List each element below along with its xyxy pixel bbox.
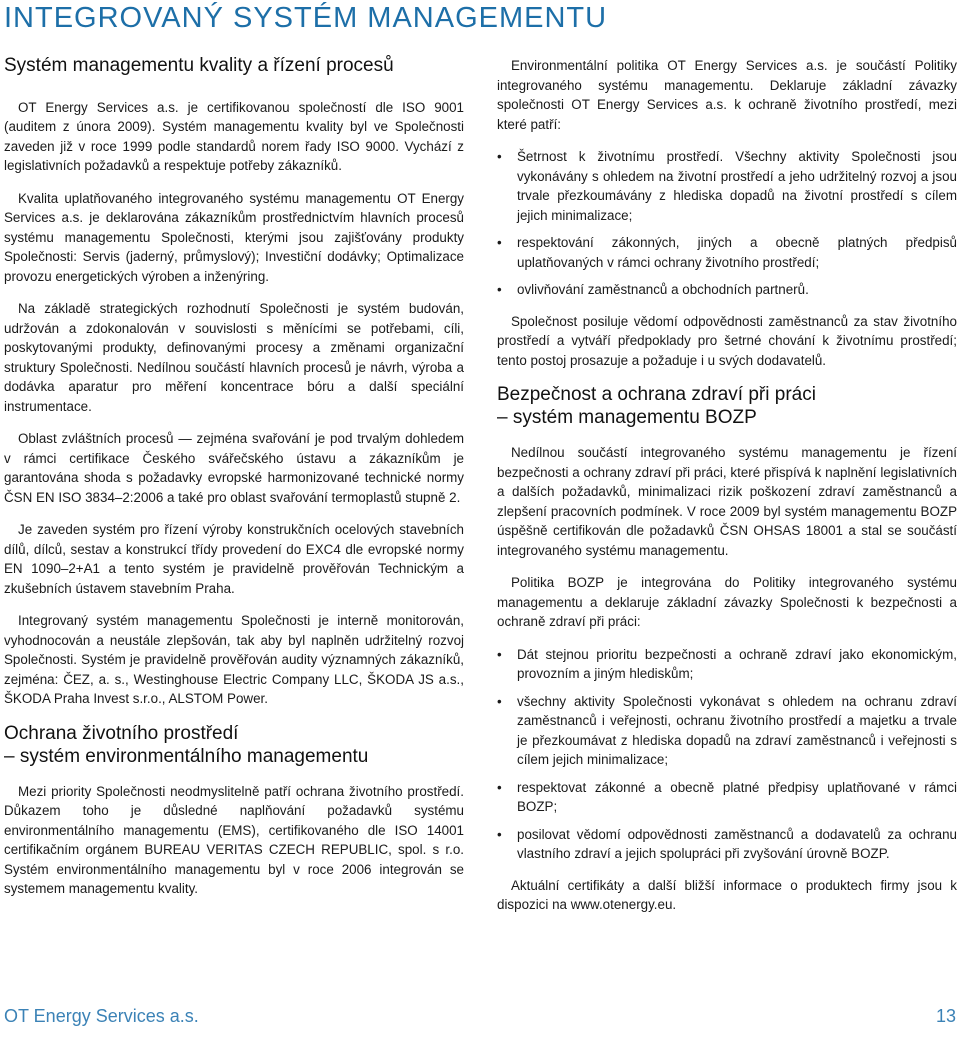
bozp-section-heading bbox=[497, 383, 957, 429]
bullet-icon: • bbox=[497, 282, 502, 297]
bullet-icon: • bbox=[497, 149, 502, 164]
environment-commitments-list bbox=[497, 147, 957, 300]
bozp-paragraph-1: Nedílnou součástí integrovaného systému managementu je řízení bezpečnosti a ochrany zdraví při práci, které přispívá k naplnění legislativních a dalších požadavků, minimalizaci rizik poškození zdraví zaměstnanců a zlepšení pracovních podmínek. V roce 2009 byl systém managementu BOZP úspěšně certifikován dle požadavků ČSN OHSAS 18001 a stal se součástí integrovaného systému managementu. bbox=[497, 445, 957, 558]
left-column bbox=[4, 56, 464, 912]
bozp-heading-line-1: Bezpečnost a ochrana zdraví při práci bbox=[497, 384, 816, 405]
footer-company-name: OT Energy Services a.s. bbox=[4, 1006, 199, 1026]
list-item bbox=[497, 147, 957, 225]
list-item bbox=[497, 692, 957, 770]
quality-paragraph-5: Je zaveden systém pro řízení výroby konstrukčních ocelových stavebních dílů, dílců, sestav a konstrukcí třídy provedení do EXC4 dle evropské normy EN 1090–2+A1 a tento systém je pravidelně prověřován Technickým a zkušebních ústavem stavebním Praha. bbox=[4, 522, 464, 596]
environment-heading-line-2: – systém environmentálního managementu bbox=[4, 745, 369, 767]
list-item bbox=[497, 280, 957, 300]
list-item-text: Dát stejnou prioritu bezpečnosti a ochraně zdraví jako ekonomickým, provozním a jiným hlediskům; bbox=[517, 646, 957, 681]
bozp-heading-line-2: – systém managementu BOZP bbox=[497, 407, 757, 428]
list-item-text: všechny aktivity Společnosti vykonávat s ohledem na ochranu zdraví zaměstnanců i veřejnosti, ochranu životního prostředí a majetku a trvale je přezkoumávat z hlediska dopadů na zdraví zaměstnanců i veřejnosti s cílem jejich minimalizace; bbox=[517, 693, 957, 767]
environment-policy-intro: Environmentální politika OT Energy Services a.s. je součástí Politiky integrovaného systému managementu. Deklaruje základní závazky společnosti OT Energy Services a.s. k ochraně životního prostředí, mezi které patří: bbox=[497, 58, 957, 132]
list-item-text: Šetrnost k životnímu prostředí. Všechny aktivity Společnosti jsou vykonávány s ohledem na životní prostředí a jeho udržitelný rozvoj a jsou trvale přezkoumávány z hlediska dopadů na životní prostředí s cílem jejich minimalizace; bbox=[517, 149, 957, 223]
page-number: 13 bbox=[935, 1006, 956, 1026]
environment-followup-paragraph: Společnost posiluje vědomí odpovědnosti zaměstnanců za stav životního prostředí a vytváří předpoklady pro šetrné chování k životnímu prostředí; tento postoj prosazuje a požaduje i u svých dodavatelů. bbox=[497, 313, 957, 368]
quality-paragraph-6: Integrovaný systém managementu Společnosti je interně monitorován, vyhodnocován a neustále zlepšován, tak aby byl naplněn udržitelný rozvoj Společnosti. Systém je pravidelně prověřován audity významných zákazníků, zejména: ČEZ, a. s., Westinghouse Electric Company LLC, ŠKODA JS a.s., ŠKODA Praha Invest s.r.o., ALSTOM Power. bbox=[4, 613, 464, 706]
list-item-text: respektování zákonných, jiných a obecně platných předpisů uplatňovaných v rámci ochrany životního prostředí; bbox=[517, 235, 957, 270]
bullet-icon: • bbox=[497, 693, 502, 709]
quality-paragraph-3: Na základě strategických rozhodnutí Společnosti je systém budován, udržován a zdokonalován v souvislosti s měnícími se potřebami, cíli, poskytovanými produkty, definovanými procesy a změnami organizační struktury Společnosti. Nedílnou součástí hlavních procesů je návrh, výroba a dodávka aparatur pro měření koncentrace bóru a další speciální instrumentace. bbox=[4, 301, 464, 414]
closing-paragraph: Aktuální certifikáty a další bližší informace o produktech firmy jsou k dispozici na www.otenergy.eu. bbox=[497, 877, 957, 912]
bullet-icon: • bbox=[497, 235, 502, 250]
bozp-paragraph-2: Politika BOZP je integrována do Politiky integrovaného systému managementu a deklaruje základní závazky Společnosti k bezpečnosti a ochraně zdraví při práci: bbox=[497, 575, 957, 629]
bullet-icon: • bbox=[497, 779, 502, 795]
list-item bbox=[497, 778, 957, 817]
list-item-text: posilovat vědomí odpovědnosti zaměstnanců a dodavatelů za ochranu vlastního zdraví a jejich spolupráci při zvyšování úrovně BOZP. bbox=[517, 826, 957, 861]
quality-paragraph-2: Kvalita uplatňovaného integrovaného systému managementu OT Energy Services a.s. je deklarována zákazníkům prostřednictvím hlavních procesů systému managementu Společnosti, kterými jsou zajišťovány produkty Společnosti: Servis (jaderný, průmyslový); Investiční dodávky; Optimalizace provozu energetických výroben a inženýring. bbox=[4, 190, 464, 284]
list-item bbox=[497, 233, 957, 272]
bullet-icon: • bbox=[497, 646, 502, 662]
quality-paragraph-1: OT Energy Services a.s. je certifikovanou společností dle ISO 9001 (auditem z února 2009). Systém managementu kvality byl ve Společnosti zaveden již v roce 1999 podle standardů norem řady ISO 9000. Vychází z legislativních požadavků a respektuje potřeby zákazníků. bbox=[4, 99, 464, 173]
bozp-commitments-list bbox=[497, 645, 957, 864]
right-column bbox=[497, 56, 957, 928]
environment-paragraph: Mezi priority Společnosti neodmyslitelně patří ochrana životního prostředí. Důkazem toho je důsledné naplňování požadavků systému environmentálního managementu (EMS), certifikovaného dle ISO 14001 certifikačním orgánem BUREAU VERITAS CZECH REPUBLIC, spol. s r.o. Systém environmentálního managementu byl v roce 2006 integrován se systemem managementu kvality. bbox=[4, 783, 464, 896]
list-item-text: ovlivňování zaměstnanců a obchodních partnerů. bbox=[517, 282, 809, 297]
bullet-icon: • bbox=[497, 826, 502, 842]
environment-heading-line-1: Ochrana životního prostředí bbox=[4, 722, 239, 744]
list-item-text: respektovat zákonné a obecně platné předpisy uplatňované v rámci BOZP; bbox=[517, 779, 957, 814]
quality-section-heading: Systém managementu kvality a řízení procesů bbox=[4, 55, 394, 76]
list-item bbox=[497, 645, 957, 684]
environment-section-heading bbox=[4, 722, 464, 768]
quality-paragraph-4: Oblast zvláštních procesů — zejména svařování je pod trvalým dohledem v rámci certifikace Českého svářečského ústavu a zákazníkům je garantována shoda s požadavky evropské harmonizované technické normy ČSN EN ISO 3834–2:2006 a také pro oblast svařování termoplastů stupně 2. bbox=[4, 431, 464, 505]
list-item bbox=[497, 825, 957, 864]
page-title: INTEGROVANÝ SYSTÉM MANAGEMENTU bbox=[4, 2, 608, 34]
